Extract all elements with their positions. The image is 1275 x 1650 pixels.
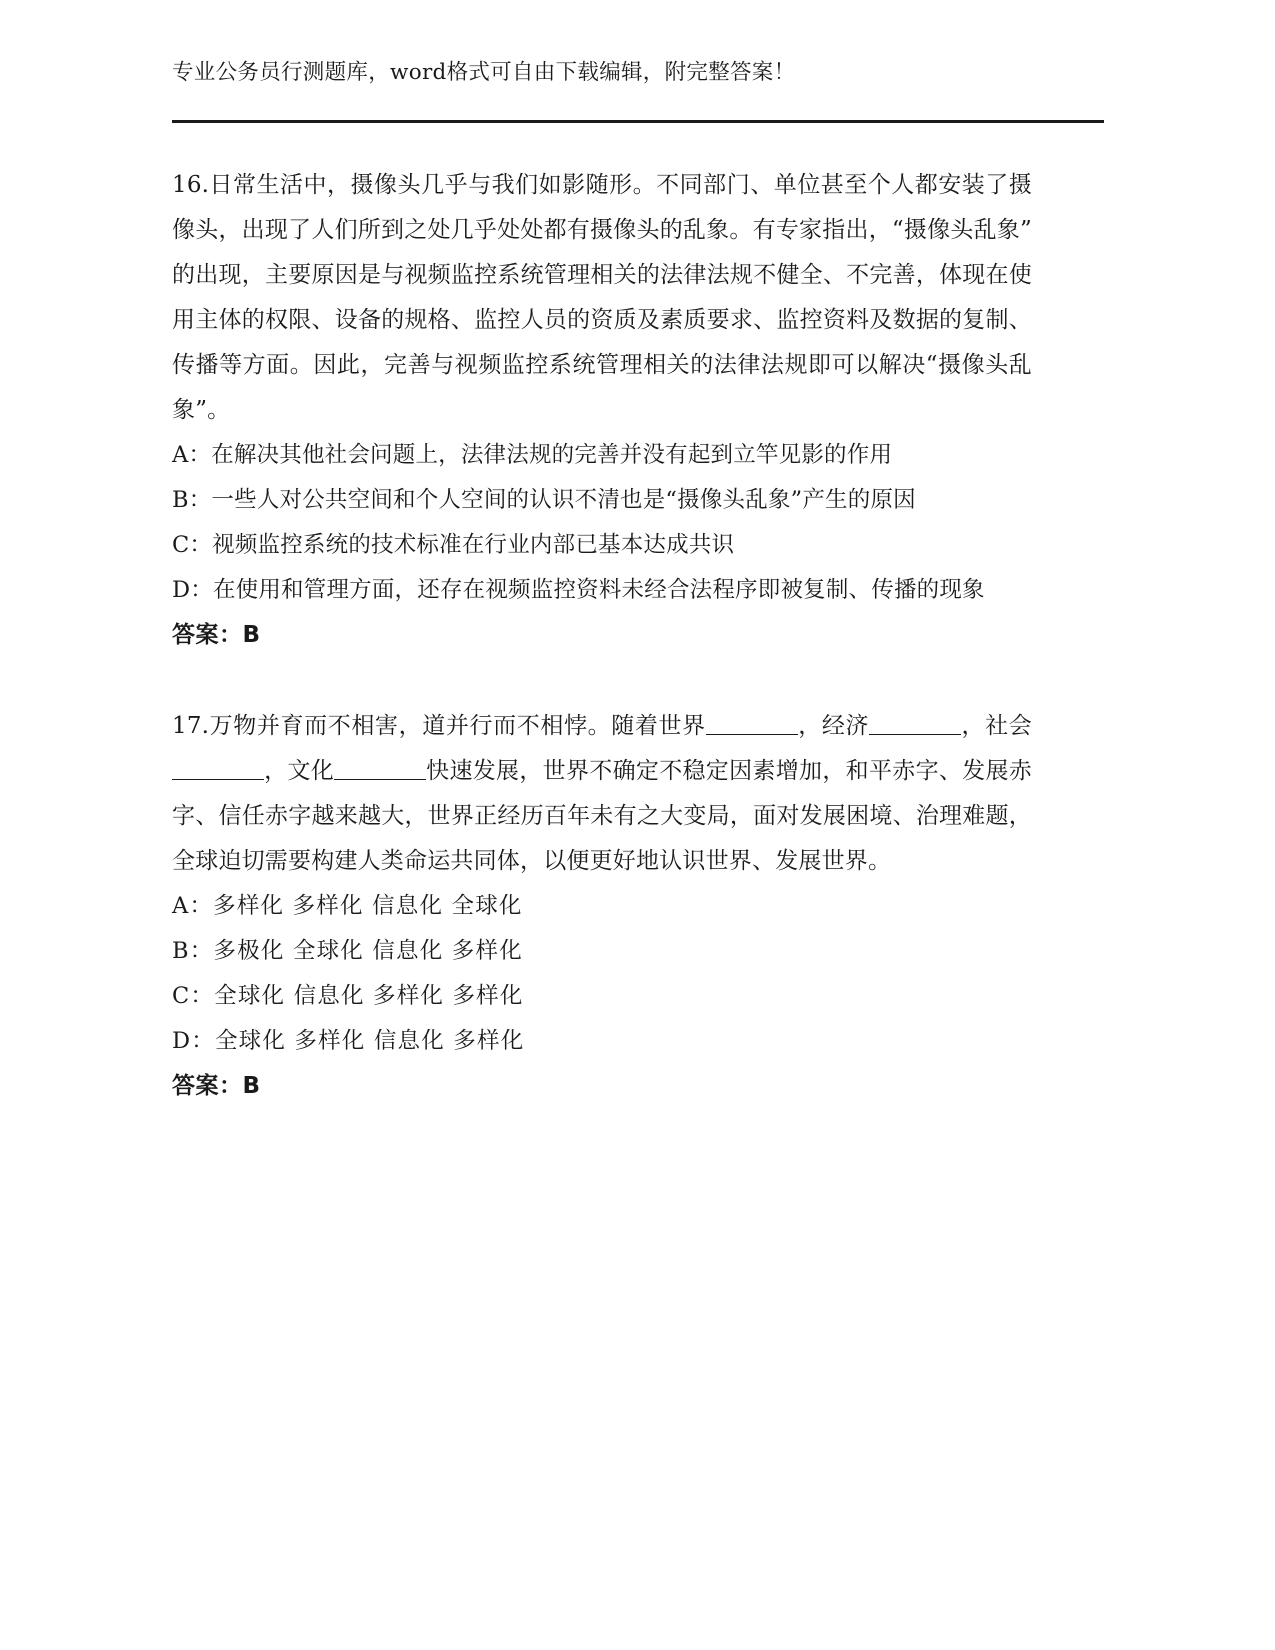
question-16-answer-value: B [242,622,261,649]
fill-blank-4 [334,757,426,780]
document-content [172,163,1032,1109]
question-17-answer [172,1064,1032,1109]
fill-blank-1 [706,712,798,735]
question-17-number: 17. [172,713,210,740]
question-block-16 [172,163,1032,658]
question-16-option-c: C：视频监控系统的技术标准在行业内部已基本达成共识 [172,532,735,559]
question-16-option-a: A：在解决其他社会问题上，法律法规的完善并没有起到立竿见影的作用 [172,442,893,469]
question-16-answer [172,613,1032,658]
question-16-option-b: B：一些人对公共空间和个人空间的认识不清也是“摄像头乱象”产生的原因 [172,487,916,514]
question-17-stem-part2: ，经济 [797,713,870,740]
question-17-stem-part4: ，文化 [264,758,335,785]
fill-blank-3 [172,757,264,780]
question-17-stem-part1: 万物并育而不相害，道并行而不相悖。随着世界 [209,713,706,740]
question-16-stem: 日常生活中，摄像头几乎与我们如影随形。不同部门、单位甚至个人都安装了摄像头，出现了人们所到之处几乎处处都有摄像头的乱象。有专家指出，“摄像头乱象”的出现，主要原因是与视频监控系统管理相关的法律法规不健全、不完善，体现在使用主体的权限、设备的规格、监控人员的资质及素质要求、监控资料及数据的复制、传播等方面。因此，完善与视频监控系统管理相关的法律法规即可以解决“摄像头乱象”。 [172,172,1032,424]
question-17-answer-label: 答案： [172,1073,243,1100]
question-block-17 [172,704,1032,1109]
question-17-option-c: C：全球化 信息化 多样化 多样化 [172,983,524,1010]
question-17-stem-part5: 快速发展，世界不确定不稳定因素增加，和平赤字、发展赤字、信任赤字越来越大，世界正经历百年未有之大变局，面对发展困境、治理难题，全球迫切需要构建人类命运共同体，以便更好地认识世界、发展世界。 [172,758,1032,875]
header-divider [172,120,1104,123]
question-17-text [172,704,1032,884]
question-16-number: 16. [172,172,210,199]
page-header-note: 专业公务员行测题库，word格式可自由下载编辑，附完整答案！ [172,60,796,85]
fill-blank-2 [869,712,961,735]
question-17-answer-value: B [242,1073,261,1100]
question-spacer [172,658,1032,704]
question-17-stem-part3: ，社会 [961,713,1032,740]
question-17-option-a: A：多样化 多样化 信息化 全球化 [172,893,523,920]
question-16-text [172,163,1032,433]
question-16-answer-label: 答案： [172,622,243,649]
question-17-option-d: D：全球化 多样化 信息化 多样化 [172,1028,525,1055]
question-17-option-b: B：多极化 全球化 信息化 多样化 [172,938,523,965]
question-16-option-d: D：在使用和管理方面，还存在视频监控资料未经合法程序即被复制、传播的现象 [172,577,985,604]
